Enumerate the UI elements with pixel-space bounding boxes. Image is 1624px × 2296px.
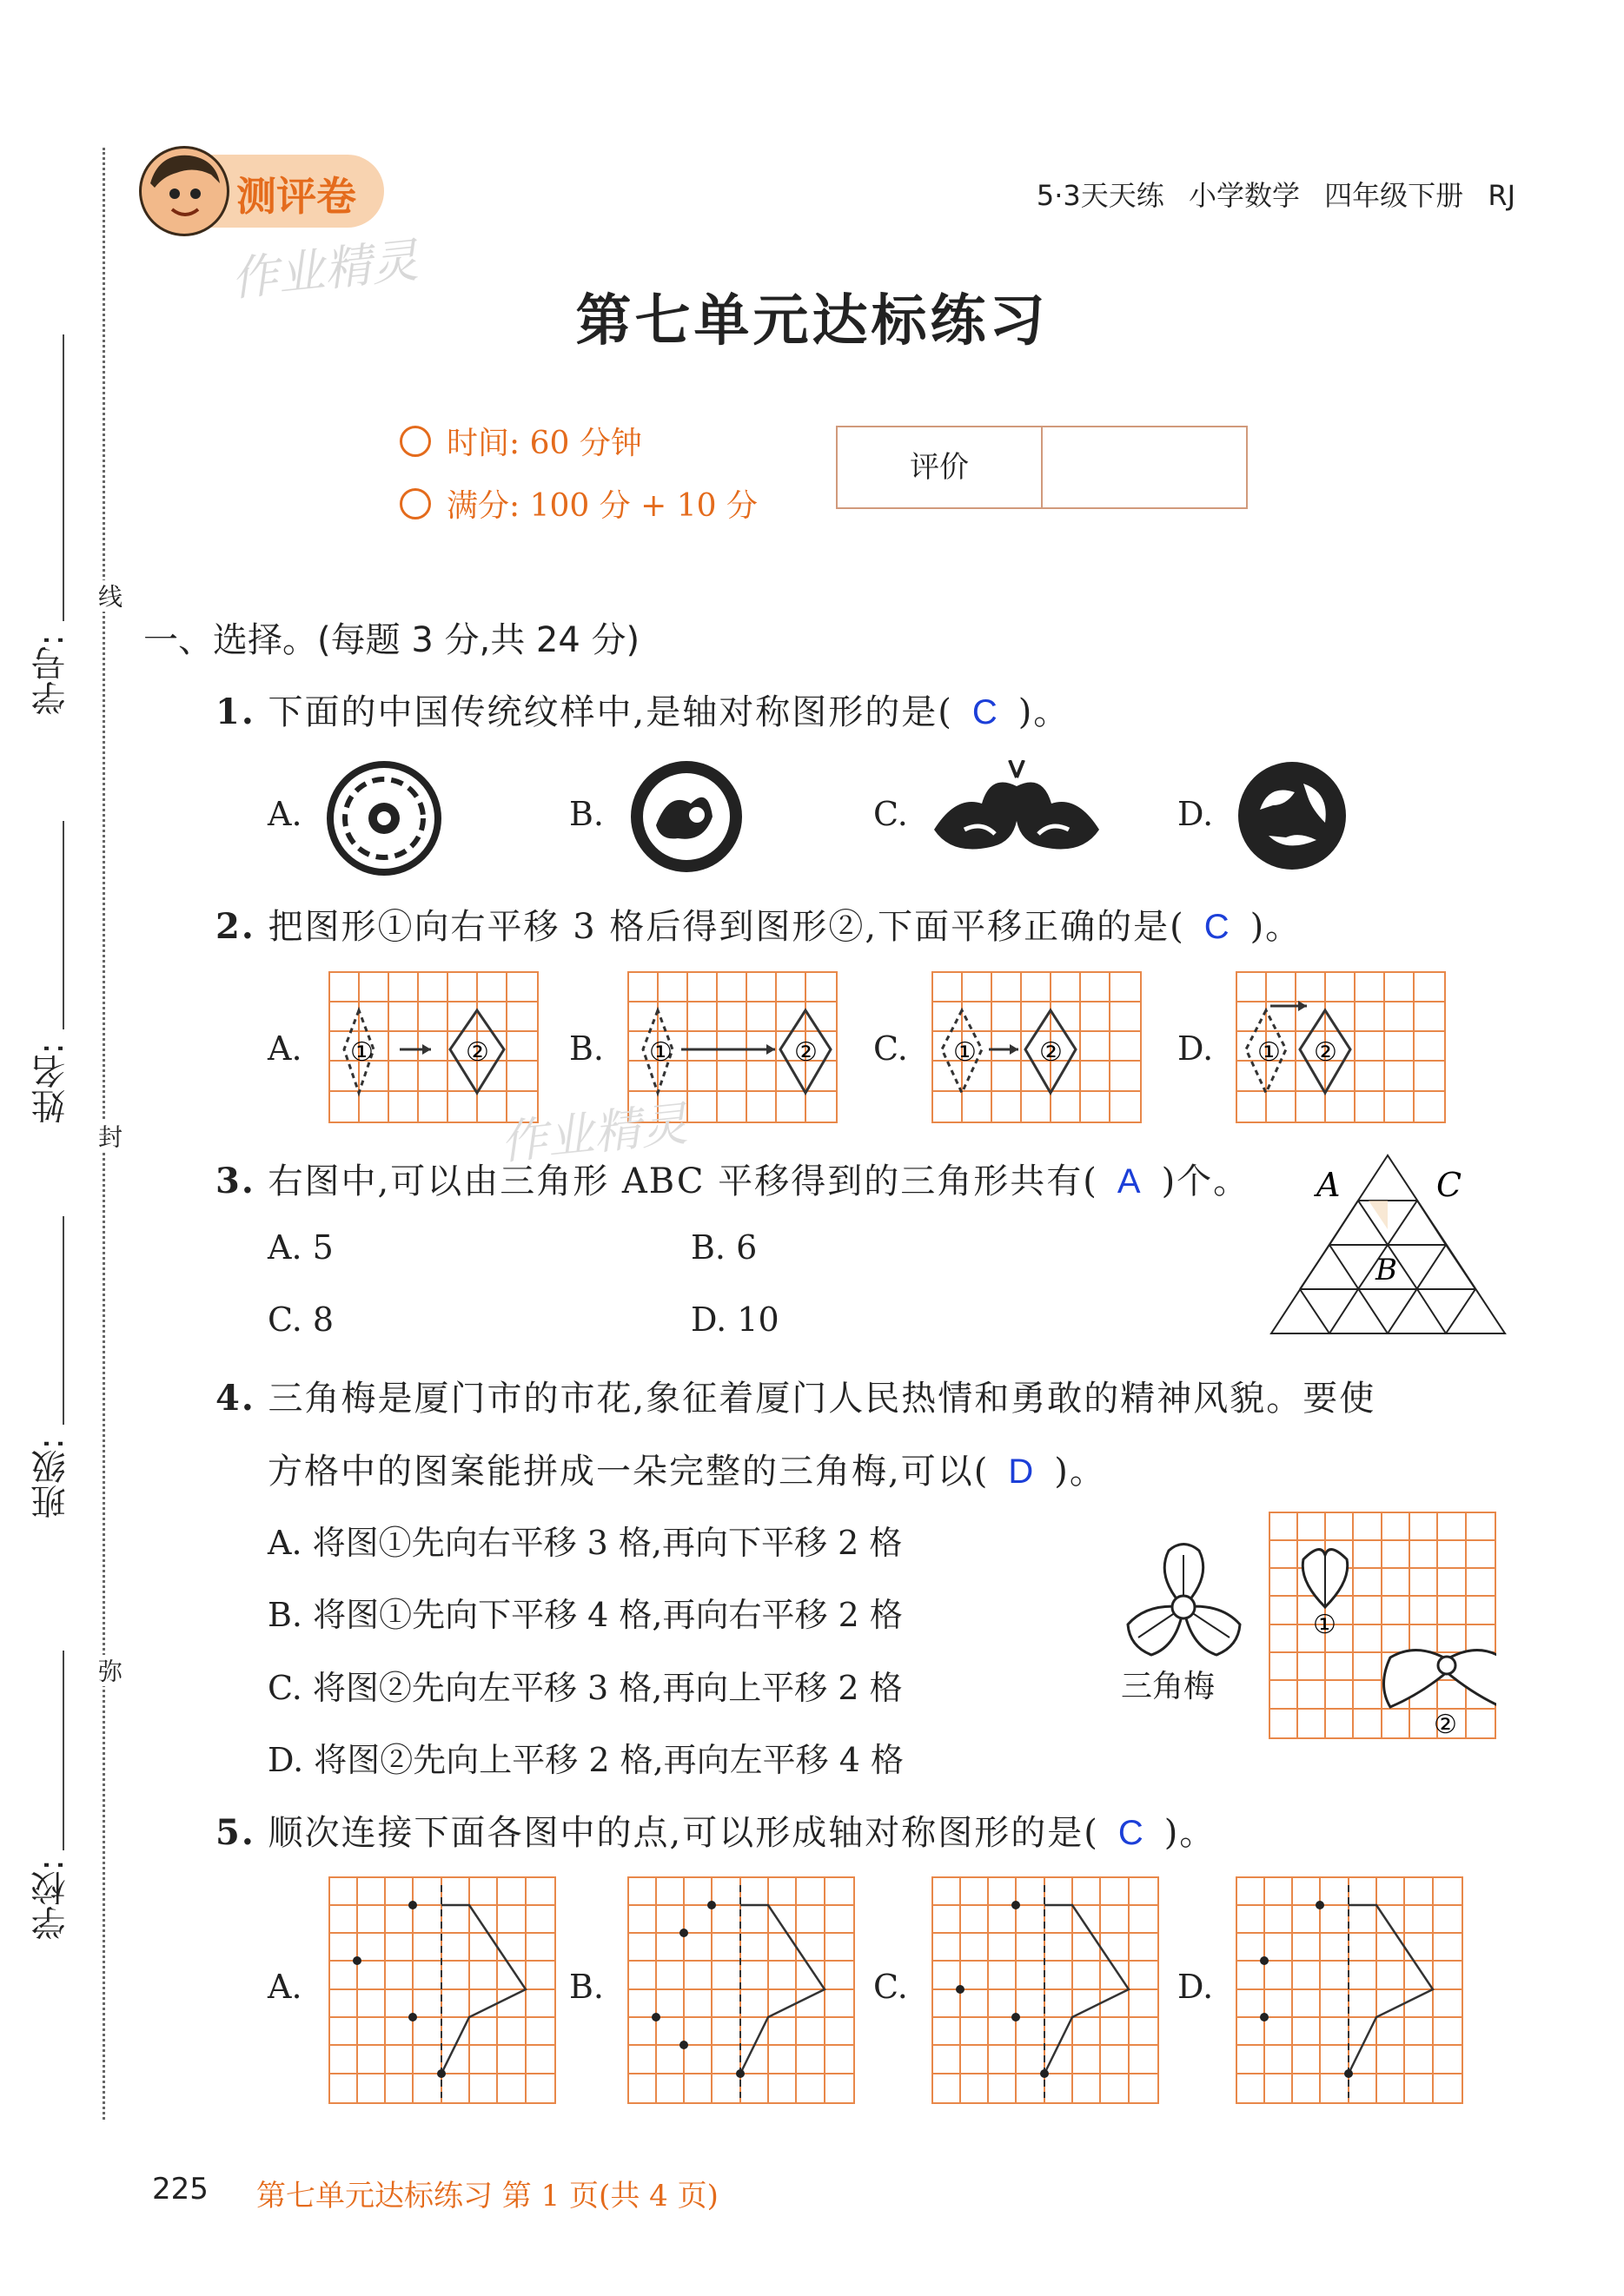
cut-mark-seal: 封 [91, 1121, 126, 1152]
svg-text:A: A [1316, 1166, 1341, 1204]
q5-option-d: D. [1177, 1968, 1214, 2006]
school-fill-line[interactable] [63, 1651, 64, 1850]
question-1: 1. 下面的中国传统纹样中,是轴对称图形的是( C )。 [215, 691, 1071, 732]
name-label: 姓名: [31, 1042, 71, 1124]
pattern-a-icon [326, 760, 443, 877]
svg-text:①: ① [953, 1037, 977, 1068]
q5-grid-b [627, 1876, 855, 2104]
question-4-line-1: 4. 三角梅是厦门市的市花,象征着厦门人民热情和勇敢的精神风貌。要使 [215, 1378, 1376, 1419]
question-2: 2. 把图形①向右平移 3 格后得到图形②,下面平移正确的是( C )。 [215, 906, 1303, 947]
q3-option-d: D. 10 [691, 1300, 779, 1339]
number-label: 学号: [31, 634, 71, 716]
q5-option-c: C. [873, 1968, 908, 2006]
svg-text:②: ② [1039, 1037, 1063, 1068]
q2-grid-d [1236, 971, 1446, 1123]
flower-caption: 三角梅 [1121, 1669, 1216, 1704]
svg-text:①: ① [1313, 1610, 1336, 1640]
q1-option-b: B. [569, 795, 605, 833]
evaluation-value[interactable] [1043, 427, 1246, 507]
flower-icon [1121, 1542, 1247, 1672]
pattern-c-icon [930, 760, 1104, 869]
q4-option-b: B. 将图①先向下平移 4 格,再向右平移 2 格 [268, 1596, 903, 1634]
q5-grid-d [1236, 1876, 1463, 2104]
watermark: 作业精灵 [228, 232, 421, 308]
q3-option-a: A. 5 [268, 1228, 334, 1267]
q5-option-b: B. [569, 1968, 605, 2006]
q3-option-b: B. 6 [691, 1228, 758, 1267]
triangle-figure [1264, 1151, 1512, 1351]
answer-1[interactable]: C [971, 693, 999, 731]
q3-option-c: C. 8 [268, 1300, 335, 1339]
svg-text:①: ① [350, 1037, 374, 1068]
q1-option-a: A. [268, 795, 302, 833]
question-5: 5. 顺次连接下面各图中的点,可以形成轴对称图形的是( C )。 [215, 1812, 1216, 1853]
check-icon [400, 488, 431, 519]
svg-text:C: C [1436, 1166, 1462, 1204]
svg-text:②: ② [466, 1037, 489, 1068]
class-fill-line[interactable] [63, 1216, 64, 1425]
edition-label: RJ [1488, 179, 1515, 212]
number-fill-line[interactable] [63, 334, 64, 621]
pattern-d-icon [1234, 758, 1351, 875]
full-score: 满分: 100 分 + 10 分 [400, 481, 758, 526]
answer-5[interactable]: C [1117, 1814, 1145, 1852]
q1-option-d: D. [1177, 795, 1214, 833]
question-3: 3. 右图中,可以由三角形 ABC 平移得到的三角形共有( A )个。 [215, 1161, 1250, 1201]
class-label: 班级: [31, 1438, 71, 1519]
badge-label: 测评卷 [236, 173, 356, 220]
grade-label: 四年级下册 [1324, 179, 1464, 212]
q4-option-a: A. 将图①先向右平移 3 格,再向下平移 2 格 [268, 1524, 903, 1562]
school-label: 学校: [31, 1859, 71, 1941]
q4-grid [1269, 1512, 1496, 1739]
answer-3[interactable]: A [1117, 1162, 1143, 1201]
page-title: 第七单元达标练习 [575, 288, 1049, 354]
cut-mark-line: 线 [91, 580, 126, 612]
question-4-line-2: 方格中的图案能拼成一朵完整的三角梅,可以( D )。 [268, 1452, 1106, 1492]
subject-label: 小学数学 [1188, 179, 1300, 212]
q5-grid-c [931, 1876, 1159, 2104]
svg-text:②: ② [1314, 1037, 1337, 1068]
cartoon-face-icon [139, 146, 229, 236]
evaluation-box [836, 426, 1248, 509]
time-limit: 时间: 60 分钟 [400, 419, 642, 463]
evaluation-label: 评价 [838, 427, 1043, 507]
q4-option-c: C. 将图②先向左平移 3 格,再向上平移 2 格 [268, 1669, 903, 1707]
section-heading: 一、选择。(每题 3 分,共 24 分) [143, 620, 640, 660]
svg-text:B: B [1375, 1253, 1397, 1287]
page-number: 225 [152, 2172, 209, 2207]
watermark-2: 作业精灵 [497, 1095, 691, 1171]
q5-option-a: A. [268, 1968, 302, 2006]
q5-grid-a [328, 1876, 556, 2104]
answer-2[interactable]: C [1203, 908, 1231, 946]
svg-text:①: ① [1257, 1037, 1281, 1068]
q2-grid-c [931, 971, 1142, 1123]
name-fill-line[interactable] [63, 821, 64, 1029]
answer-4[interactable]: D [1008, 1452, 1036, 1491]
q2-option-d: D. [1177, 1029, 1214, 1068]
svg-text:①: ① [649, 1037, 673, 1068]
series-label: 5·3天天练 [1036, 179, 1164, 212]
svg-text:②: ② [794, 1037, 818, 1068]
cut-mark-close: 弥 [91, 1655, 126, 1686]
clock-icon [400, 426, 431, 457]
footer-text: 第七单元达标练习 第 1 页(共 4 页) [256, 2179, 719, 2213]
q2-option-c: C. [873, 1029, 908, 1068]
q2-option-a: A. [268, 1029, 302, 1068]
q1-option-c: C. [873, 795, 908, 833]
q4-option-d: D. 将图②先向上平移 2 格,再向左平移 4 格 [268, 1741, 905, 1779]
book-info [1037, 174, 1515, 214]
pattern-b-icon [626, 756, 747, 877]
q2-grid-a [328, 971, 539, 1123]
svg-text:②: ② [1434, 1710, 1457, 1739]
q2-option-b: B. [569, 1029, 605, 1068]
